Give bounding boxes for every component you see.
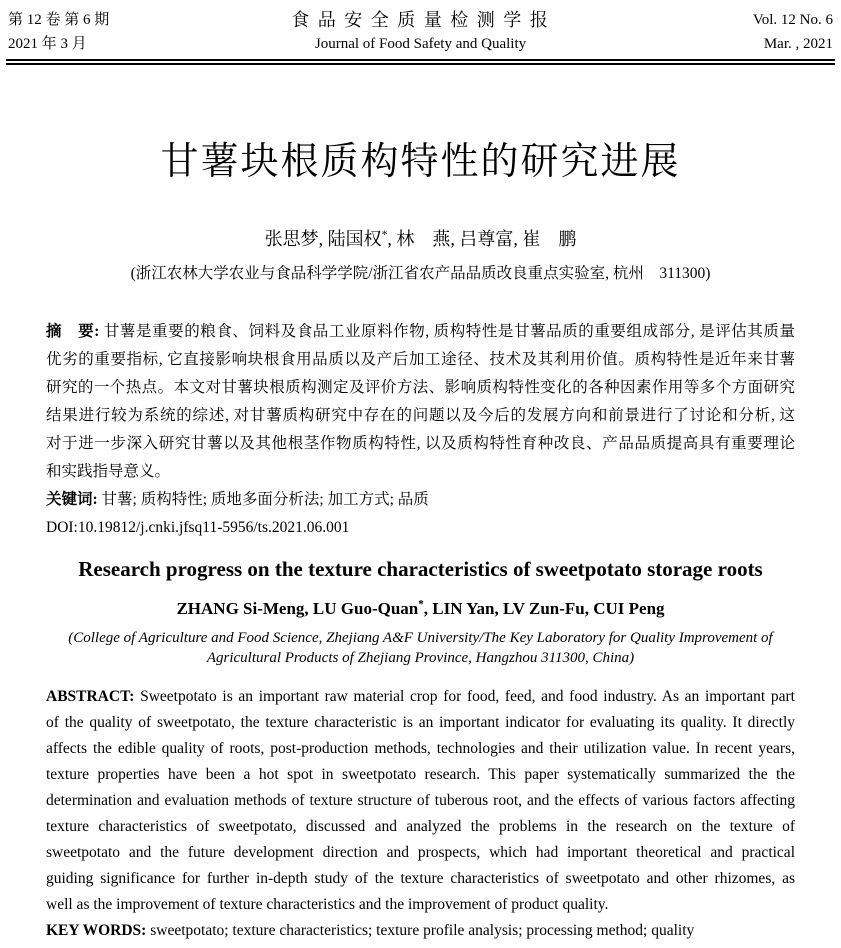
abstract-cn-line: 摘 要: 甘薯是重要的粮食、饲料及食品工业原料作物, 质构特性是甘薯品质的重要组成部分, 是评估其质量 (46, 323, 795, 340)
doi-line: DOI:10.19812/j.cnki.jfsq11-5956/ts.2021.06.001 (46, 519, 350, 536)
volume-issue-cn: 第 12 卷 第 6 期 (8, 12, 110, 28)
abstract-en-line: sweetpotato and the future development direction and prospects, which had important theoretical and practical (46, 844, 795, 861)
article-title-en: Research progress on the texture characteristics of sweetpotato storage roots (78, 557, 763, 581)
authors-cn (0, 227, 841, 251)
article-title-cn: 甘薯块根质构特性的研究进展 (160, 141, 681, 183)
volume-issue-en: Vol. 12 No. 6 (752, 12, 833, 28)
abstract-cn-label: 摘 要: (46, 323, 104, 340)
abstract-cn-line: 和实践指导意义。 (46, 463, 171, 480)
abstract-en (46, 684, 795, 944)
issue-date-cn: 2021 年 3 月 (8, 36, 87, 52)
keywords-cn: 关键词: 甘薯; 质构特性; 质地多面分析法; 加工方式; 品质 (46, 491, 429, 508)
abstract-en-line: texture characteristics of sweetpotato, discussed and analyzed the problems in the research on the texture of (46, 818, 795, 835)
corresponding-author-asterisk: * (381, 228, 388, 241)
abstract-en-line: affects the edible quality of roots, post-production methods, technologies and their utilization value. In recent years, (46, 740, 795, 757)
header-right (653, 8, 833, 56)
authors-en-post: , LIN Yan, LV Zun-Fu, CUI Peng (423, 599, 665, 618)
abstract-cn-line: 优劣的重要指标, 它直接影响块根食用品质以及产后加工途径、技术及其利用价值。质构特性是近年来甘薯 (46, 351, 795, 368)
issue-date-en: Mar. , 2021 (763, 36, 833, 52)
header-center (188, 8, 653, 56)
authors-en (0, 598, 841, 620)
abstract-en-line: determination and evaluation methods of texture structure of tuberous root, and the effects of various factors affecting (46, 792, 795, 809)
keywords-en-label: KEY WORDS: (46, 922, 151, 939)
abstract-cn-line: 结果进行较为系统的综述, 对甘薯质构研究中存在的问题以及今后的发展方向和前景进行了讨论和分析, 这 (46, 407, 795, 424)
affiliation-en (0, 628, 841, 668)
authors-en-pre: ZHANG Si-Meng, LU Guo-Quan (176, 599, 419, 618)
abstract-en-line: of the quality of sweetpotato, the texture characteristic is an important indicator for evaluating its quality. It directly (46, 714, 795, 731)
abstract-cn-line: 研究的一个热点。本文对甘薯块根质构测定及评价方法、影响质构特性变化的各种因素作用等多个方面研究 (46, 379, 795, 396)
abstract-en-line: well as the improvement of texture characteristics and the improvement of product quality. (46, 896, 609, 913)
header-double-rule (6, 59, 835, 65)
journal-title-en: Journal of Food Safety and Quality (314, 36, 527, 52)
corresponding-author-asterisk-en: * (418, 598, 424, 611)
abstract-en-label: ABSTRACT: (46, 688, 141, 705)
journal-running-head (0, 0, 841, 56)
journal-title-cn: 食 品 安 全 质 量 检 测 学 报 (291, 10, 550, 30)
abstract-en-line: ABSTRACT: Sweetpotato is an important raw material crop for food, feed, and food industry. As an important part (46, 688, 795, 705)
keywords-en: KEY WORDS: sweetpotato; texture characteristics; texture profile analysis; processing method; quality (46, 922, 695, 939)
abstract-cn-line: 对于进一步深入研究甘薯以及其他根茎作物质构特性, 以及质构特性育种改良、产品品质提高具有重要理论 (46, 435, 795, 452)
authors-cn-post: , 林 燕, 吕尊富, 崔 鹏 (387, 229, 577, 249)
affiliation-cn: (浙江农林大学农业与食品科学学院/浙江省农产品品质改良重点实验室, 杭州 311300) (130, 265, 711, 282)
header-left (8, 8, 188, 56)
abstract-en-line: guiding significance for further in-depth study of the texture characteristics of sweetpotato and other rhizomes, as (46, 870, 795, 887)
authors-cn-pre: 张思梦, 陆国权 (264, 229, 382, 249)
keywords-cn-label: 关键词: (46, 491, 102, 508)
abstract-en-line: texture properties have been a hot spot in sweetpotato research. This paper systematically summarized the the (46, 766, 795, 783)
abstract-cn (46, 318, 795, 542)
affiliation-en-line2: Agricultural Products of Zhejiang Province, Hangzhou 311300, China) (206, 650, 635, 666)
affiliation-en-line1: (College of Agriculture and Food Science, Zhejiang A&F University/The Key Laboratory for Quality Improvement of (68, 630, 773, 646)
